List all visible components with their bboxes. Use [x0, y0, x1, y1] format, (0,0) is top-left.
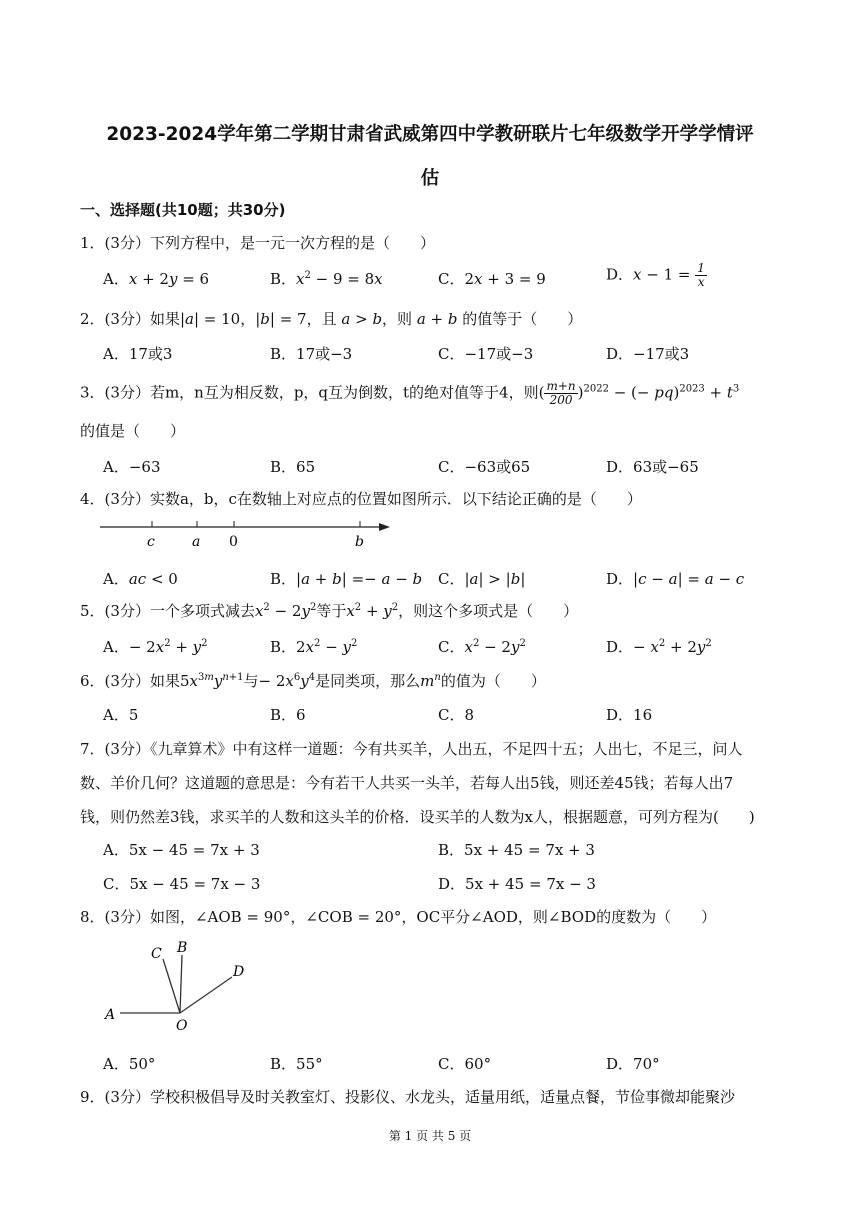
q1-option-a: A．x + 2y = 6	[103, 270, 210, 288]
number-line-figure	[95, 515, 395, 553]
q4-option-d: D．|c − a| = a − c	[606, 570, 745, 588]
point-o-label: O	[176, 1018, 188, 1034]
question-7-line2: 数、羊价几何？这道题的意思是：今有若干人共买一头羊，若每人出5钱，则还差45钱；若每人出7	[80, 774, 734, 792]
angle-figure	[100, 935, 260, 1035]
question-7-line3: 钱，则仍然差3钱，求买羊的人数和这头羊的价格．设买羊的人数为x人，根据题意，可列方程为( )	[80, 808, 755, 826]
q2-option-d: D．−17或3	[606, 345, 690, 363]
q3-option-a: A．−63	[103, 458, 161, 476]
question-3-stem-line2: 的值是（ ）	[80, 422, 186, 440]
q6-option-a: A．5	[103, 706, 139, 724]
q5-option-a: A．− $2x^2 + y^2$	[103, 638, 208, 656]
q8-option-a: A．50°	[103, 1055, 156, 1073]
question-2-stem: 2．(3分）如果|a| = 10，|b| = 7，且 a > b，则 a + b 的值等于（ ）	[80, 310, 583, 328]
section-heading: 一、选择题(共10题；共30分)	[80, 201, 286, 219]
label-b: b	[355, 534, 364, 550]
label-zero: 0	[229, 534, 238, 550]
q2-option-b: B．17或−3	[270, 345, 353, 363]
page-title-continued: 估	[420, 168, 440, 189]
q7-option-d: D．5x + 45 = 7x − 3	[438, 875, 596, 893]
label-c: c	[147, 534, 155, 550]
q1-option-b: B．$x^2 - 9 = 8x$	[270, 270, 383, 288]
q4-option-a: A．ac < 0	[103, 570, 178, 588]
question-9-line1: 9．(3分）学校积极倡导及时关教室灯、投影仪、水龙头，适量用纸，适量点餐，节俭事微却能聚沙	[80, 1088, 735, 1106]
question-3-stem: 3．(3分）若m，n互为相反数，p，q互为倒数，t的绝对值等于4，则( $\frac{m+n}{200}$ )$^{2022}$ − (− $pq)^{2023} + t^3$	[80, 379, 740, 407]
page-title: 2023-2024学年第二学期甘肃省武威第四中学教研联片七年级数学开学学情评	[106, 124, 754, 145]
q2-option-a: A．17或3	[103, 345, 173, 363]
q5-option-d: D．− $x^2 + 2y^2$	[606, 638, 712, 656]
point-c-label: C	[151, 946, 162, 962]
q8-option-c: C．60°	[438, 1055, 492, 1073]
question-4-stem: 4．(3分）实数a，b，c在数轴上对应点的位置如图所示．以下结论正确的是（ ）	[80, 490, 642, 508]
question-6-stem: 6．(3分）如果$5x^{3m}y^{n+1}$与− $2x^6y^4$是同类项，那么$m^n$的值为（ ）	[80, 672, 546, 690]
q1-option-d: D．x − 1 = $\frac{1}{x}$	[606, 261, 705, 289]
q6-option-c: C．8	[438, 706, 475, 724]
question-5-stem: 5．(3分）一个多项式减去$x^2 - 2y^2$等于$x^2 + y^2$，则这个多项式是（ ）	[80, 602, 579, 620]
q7-option-a: A．5x − 45 = 7x + 3	[103, 841, 260, 859]
q5-option-b: B．$2x^2 - y^2$	[270, 638, 358, 656]
q4-option-c: C．|a| > |b|	[438, 570, 526, 588]
q6-option-d: D．16	[606, 706, 653, 724]
point-d-label: D	[233, 964, 245, 980]
label-a: a	[192, 534, 201, 550]
q6-option-b: B．6	[270, 706, 306, 724]
q7-option-c: C．5x − 45 = 7x − 3	[103, 875, 261, 893]
point-a-label: A	[105, 1007, 116, 1023]
q1-option-c: C．2x + 3 = 9	[438, 270, 546, 288]
q5-option-c: C．$x^2 - 2y^2$	[438, 638, 526, 656]
q3-option-b: B．65	[270, 458, 316, 476]
q2-option-c: C．−17或−3	[438, 345, 534, 363]
q8-option-b: B．55°	[270, 1055, 323, 1073]
q3-option-d: D．63或−65	[606, 458, 699, 476]
q8-option-d: D．70°	[606, 1055, 660, 1073]
point-b-label: B	[177, 940, 188, 956]
q4-option-b: B．|a + b| =− a − b	[270, 570, 423, 588]
q3-option-c: C．−63或65	[438, 458, 531, 476]
question-1-stem: 1．(3分）下列方程中，是一元一次方程的是（ ）	[80, 234, 435, 252]
question-8-stem: 8．(3分）如图，∠AOB = 90°，∠COB = 20°，OC平分∠AOD，则∠BOD的度数为（ ）	[80, 908, 717, 926]
q7-option-b: B．5x + 45 = 7x + 3	[438, 841, 595, 859]
page-footer: 第 1 页 共 5 页	[388, 1129, 472, 1143]
question-7-line1: 7．(3分）《九章算术》中有这样一道题：今有共买羊，人出五，不足四十五；人出七，不足三，问人	[80, 740, 743, 758]
